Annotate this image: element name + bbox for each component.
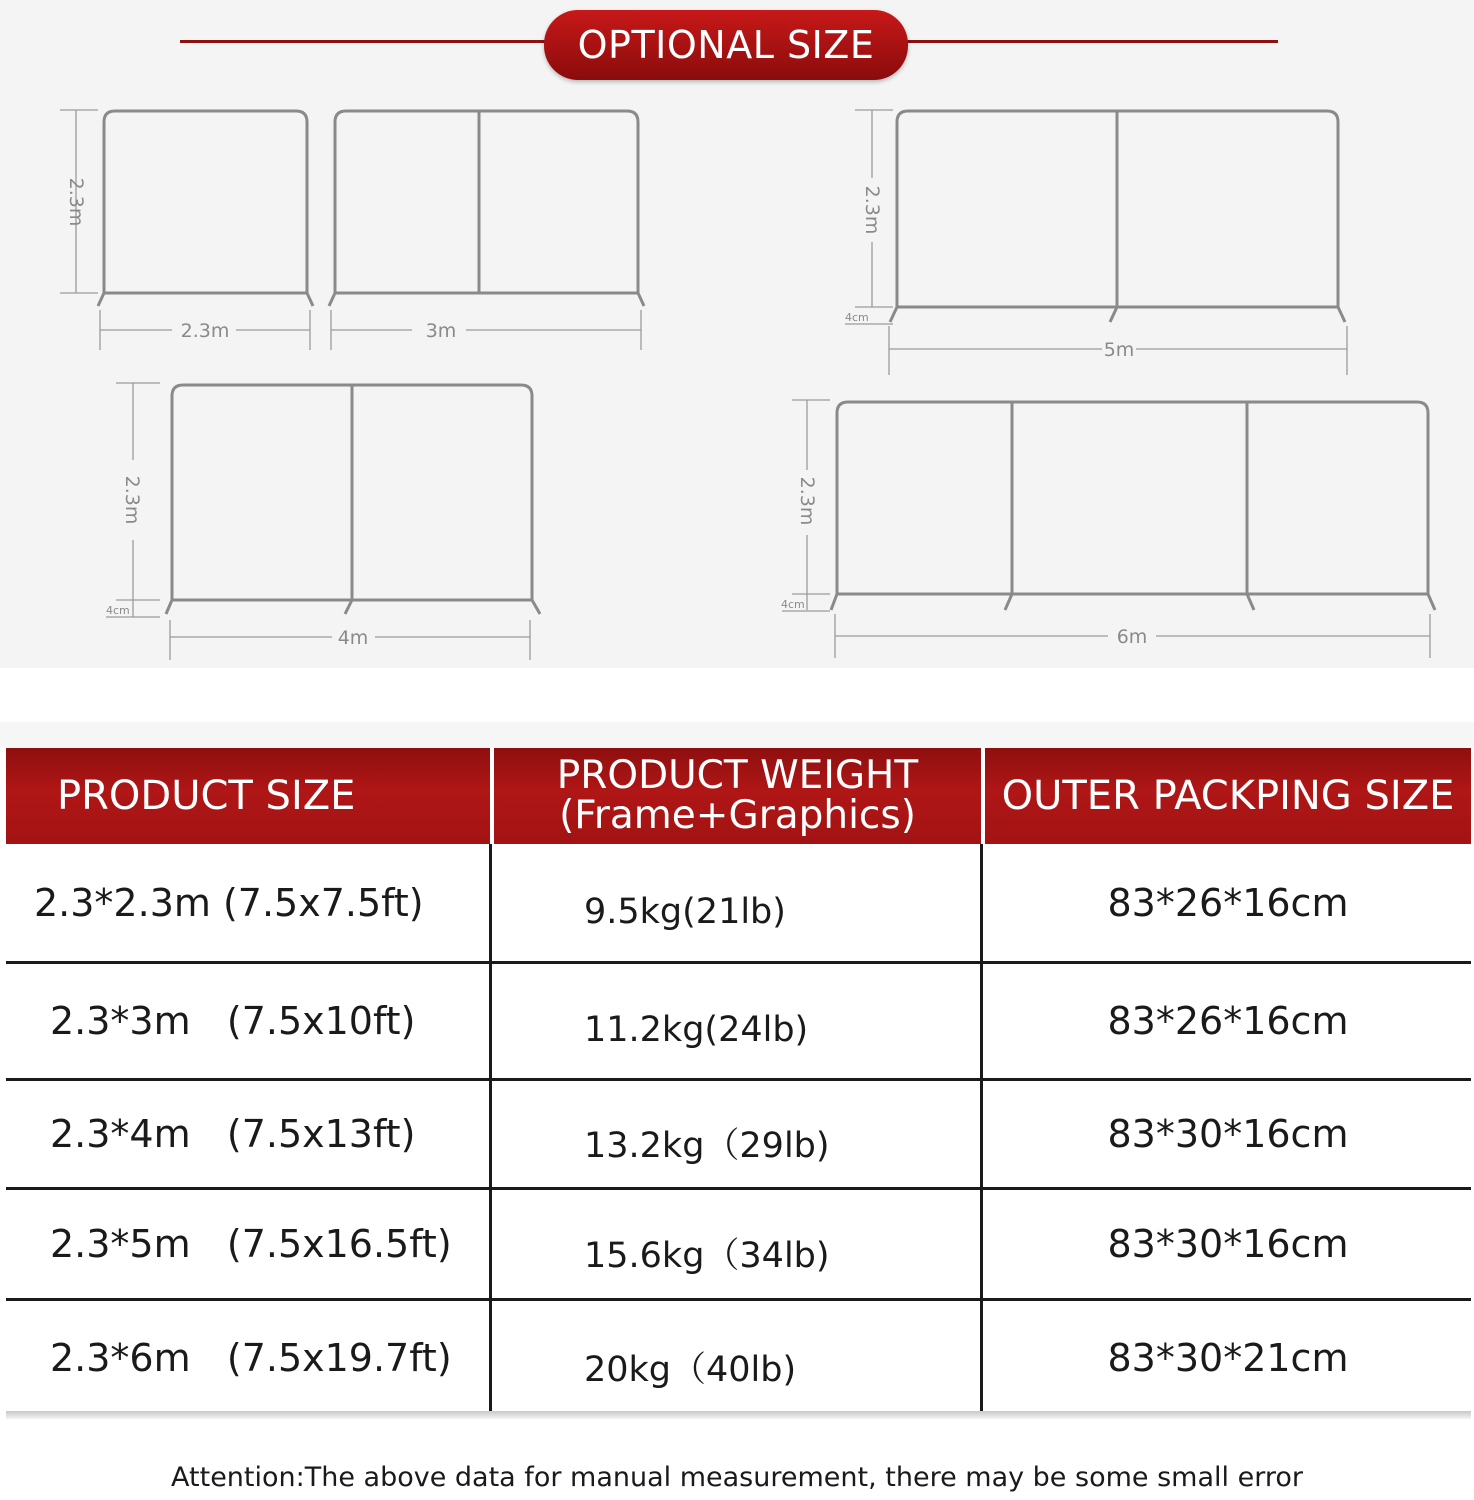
size-diagram-panel xyxy=(0,0,1474,668)
frame-4-width-label: 4m xyxy=(337,627,369,649)
frame-3-height-label: 2.3m xyxy=(861,185,883,235)
frame-2-width-label: 3m xyxy=(425,320,457,342)
table-row xyxy=(6,1301,1471,1415)
column-divider xyxy=(980,844,983,1411)
frame-2-3m xyxy=(60,110,313,350)
row-product-weight: 13.2kg（29lb) xyxy=(584,1126,830,1166)
row-product-weight: 15.6kg（34lb) xyxy=(584,1236,830,1276)
row-packing-size: 83*26*16cm xyxy=(1107,880,1349,925)
header-weight-line2: (Frame+Graphics) xyxy=(559,793,916,838)
frame-5-width-label: 6m xyxy=(1116,626,1148,648)
frame-1-width-label: 2.3m xyxy=(180,320,230,342)
table-header xyxy=(6,748,1471,844)
header-product-size: PRODUCT SIZE xyxy=(57,773,356,819)
row-product-size: 2.3*4m (7.5x13ft) xyxy=(50,1112,416,1156)
attention-footnote: Attention:The above data for manual measurement, there may be some small error xyxy=(171,1462,1303,1493)
table-row xyxy=(6,1081,1471,1190)
frame-diagrams xyxy=(0,0,1474,668)
frame-3-width-label: 5m xyxy=(1103,339,1135,361)
frame-5m xyxy=(845,110,1347,375)
frame-5-height-label: 2.3m xyxy=(796,476,818,526)
column-divider xyxy=(489,844,492,1411)
row-product-size: 2.3*2.3m (7.5x7.5ft) xyxy=(34,880,424,925)
table-bottom-shadow xyxy=(6,1411,1471,1419)
spec-table xyxy=(6,748,1471,1390)
frame-3m xyxy=(329,111,644,350)
header-weight-line1: PRODUCT WEIGHT xyxy=(556,753,919,798)
frame-4-foot-label: 4cm xyxy=(106,604,130,617)
row-packing-size: 83*30*16cm xyxy=(1107,1112,1349,1156)
row-product-weight: 20kg（40lb) xyxy=(584,1350,797,1390)
frame-4-height-label: 2.3m xyxy=(121,475,143,525)
table-row xyxy=(6,844,1471,964)
frame-4m xyxy=(106,383,540,660)
table-top-band xyxy=(0,722,1474,748)
row-product-size: 2.3*5m (7.5x16.5ft) xyxy=(50,1222,452,1266)
frame-6m xyxy=(781,400,1435,658)
header-outer-packing-size: OUTER PACKPING SIZE xyxy=(1001,773,1455,819)
row-product-size: 2.3*3m (7.5x10ft) xyxy=(50,999,416,1043)
frame-1-height-label: 2.3m xyxy=(65,177,87,227)
row-packing-size: 83*30*21cm xyxy=(1107,1336,1349,1380)
row-packing-size: 83*26*16cm xyxy=(1107,999,1349,1043)
row-product-weight: 9.5kg(21lb) xyxy=(584,891,786,932)
table-row xyxy=(6,1190,1471,1301)
table-row xyxy=(6,964,1471,1081)
frame-5-foot-label: 4cm xyxy=(781,598,805,611)
optional-size-banner: OPTIONAL SIZE xyxy=(544,10,908,80)
header-product-weight xyxy=(494,748,981,844)
row-product-size: 2.3*6m (7.5x19.7ft) xyxy=(50,1336,452,1380)
frame-3-foot-label: 4cm xyxy=(845,311,869,324)
row-product-weight: 11.2kg(24lb) xyxy=(584,1010,809,1050)
row-packing-size: 83*30*16cm xyxy=(1107,1222,1349,1266)
